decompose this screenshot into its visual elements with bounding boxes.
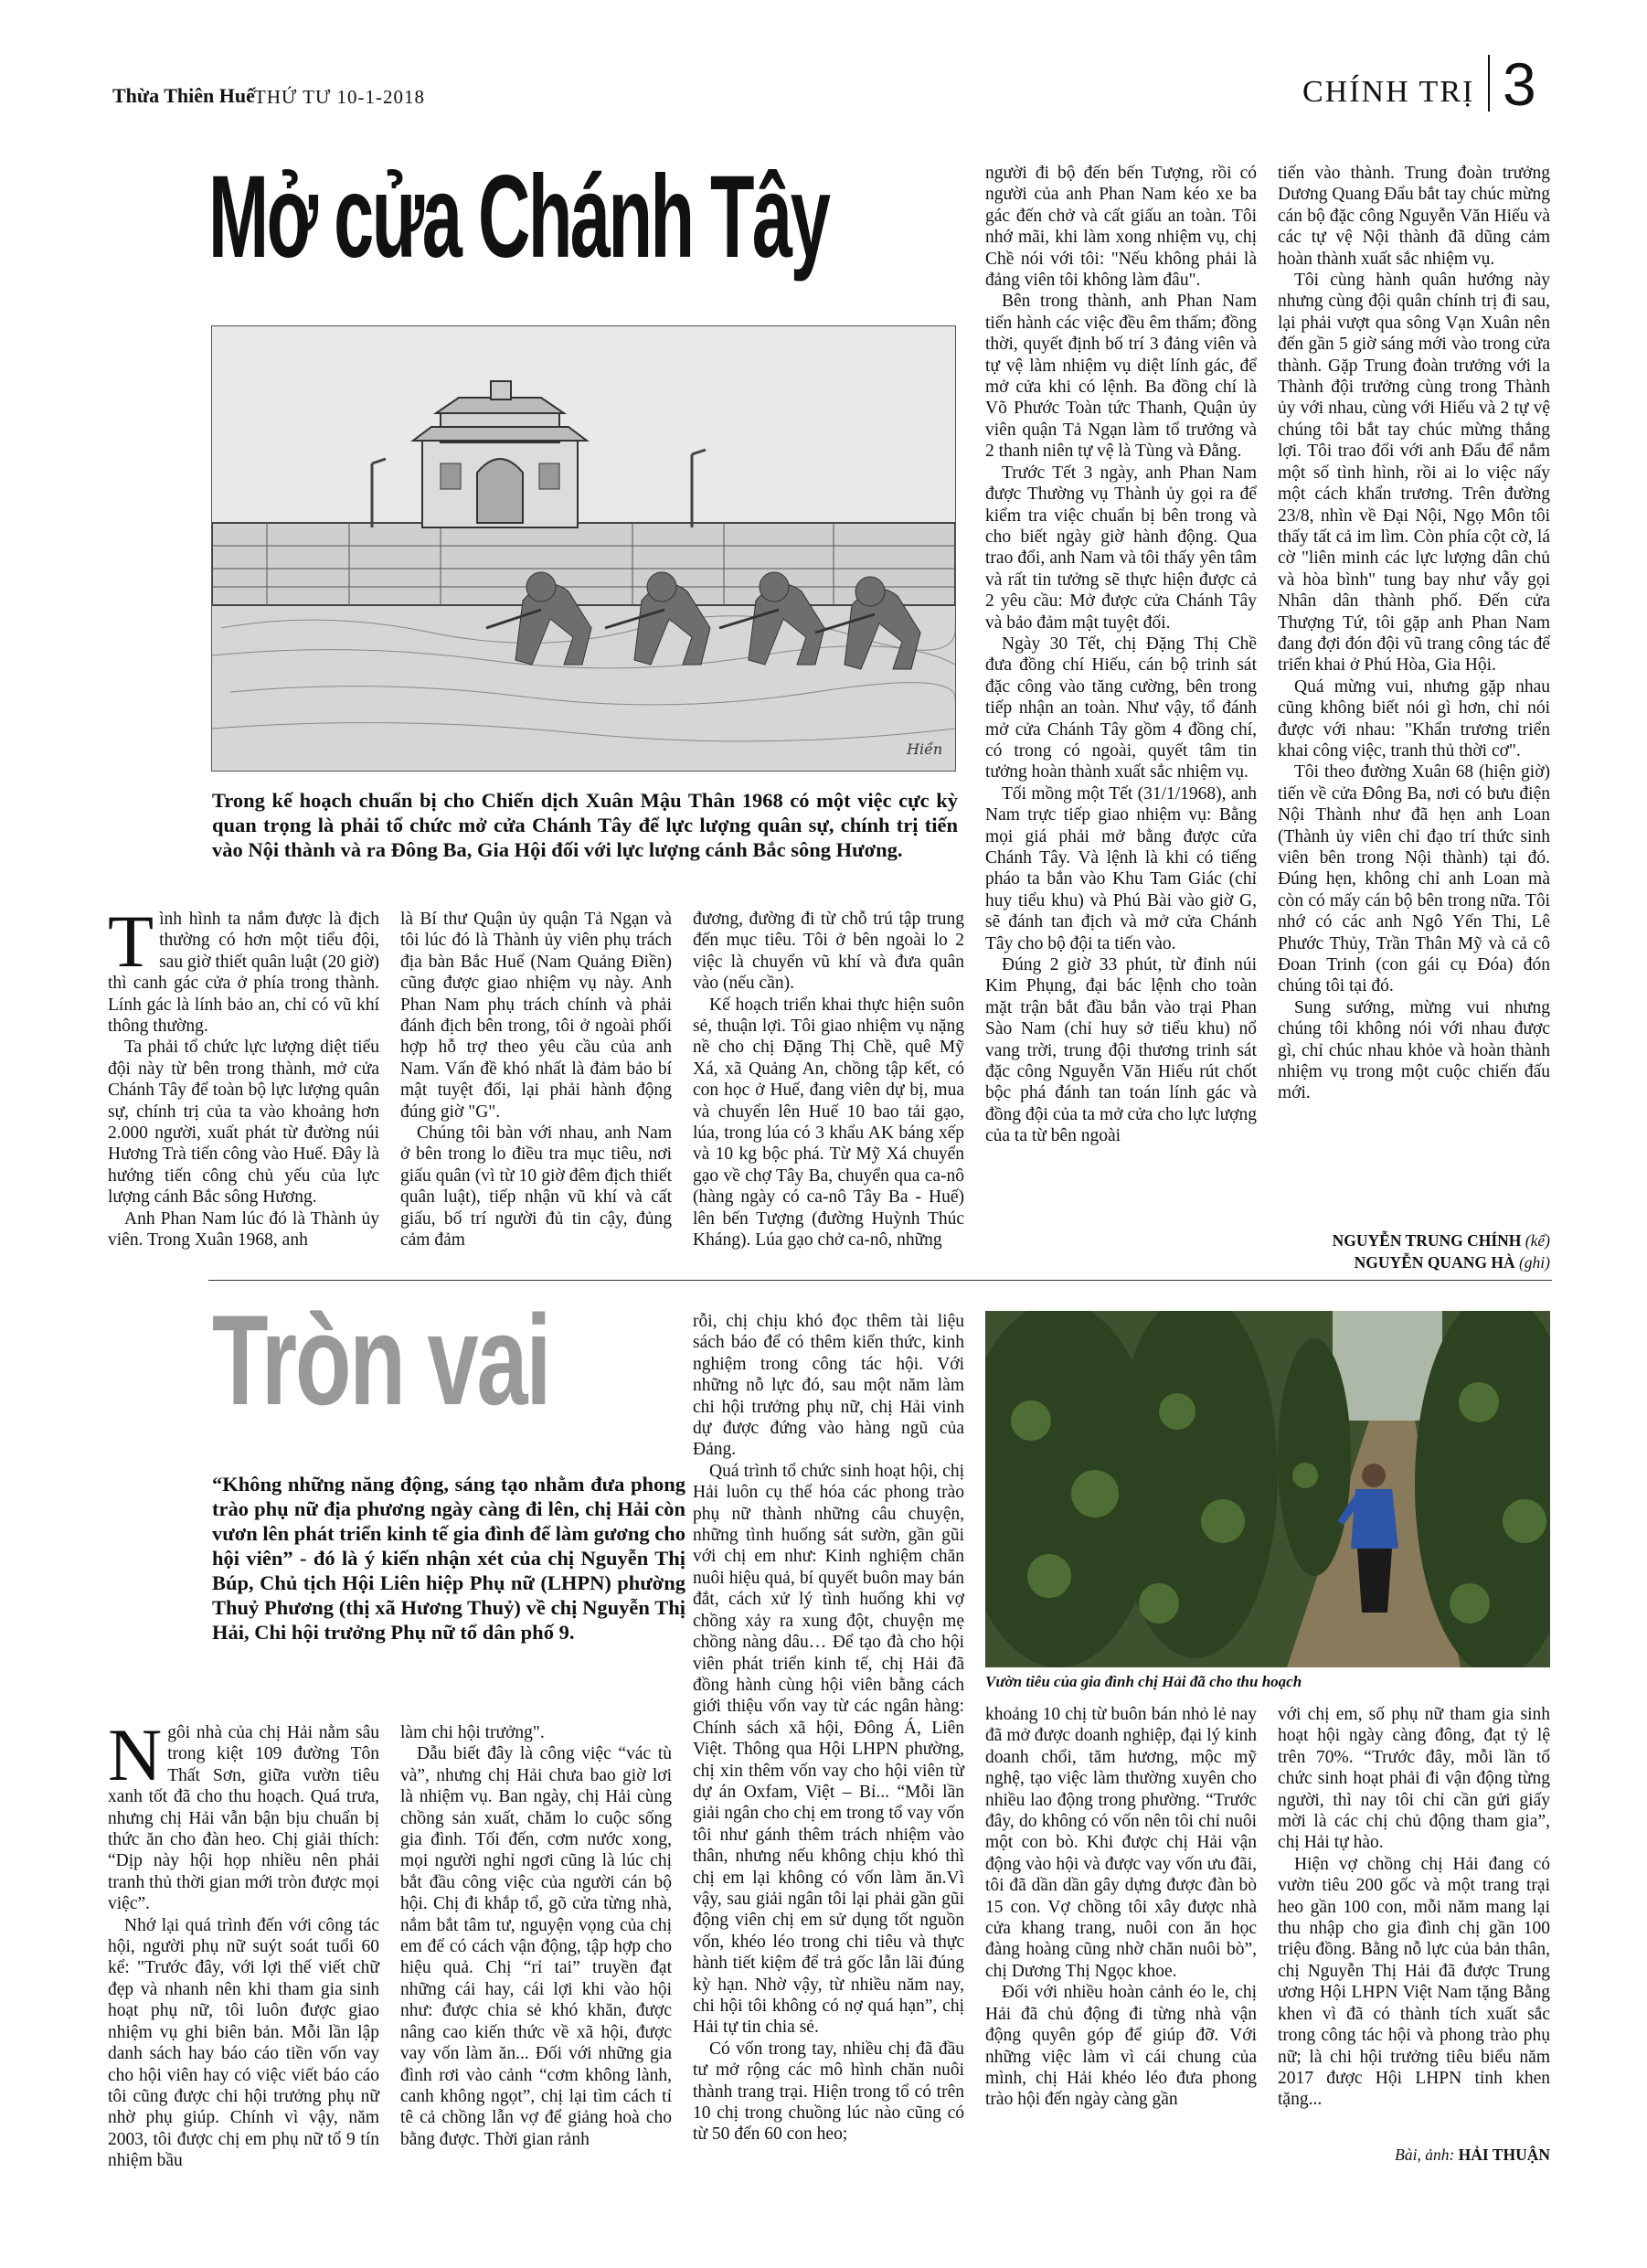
- article1-illustration: [211, 325, 956, 772]
- paragraph: tiến vào thành. Trung đoàn trưởng Dương Quang Đẩu bắt tay chúc mừng cán bộ đặc công Nguyễn Văn Hiếu và các tự vệ Nội thành đã dũng cảm hoàn thành xuất sắc nhiệm vụ.: [1278, 164, 1550, 269]
- paragraph: Quá mừng vui, nhưng gặp nhau cũng không biết nói gì hơn, chỉ nói được với nhau: "Khẩn trương triển khai công việc, tranh thủ thời cơ".: [1278, 676, 1550, 761]
- article2-column-1: [108, 1713, 379, 2172]
- paragraph: gôi nhà của chị Hải nằm sâu trong kiệt 109 đường Tôn Thất Sơn, giữa vườn tiêu xanh tốt đã cho thu hoạch. Quá trưa, nhưng chị Hải vẫn bận bịu chuẩn bị thức ăn cho đàn heo. Chị giải thích: “Dịp này hội họp nhiều nên phải tranh thủ thời gian mới tròn được mọi việc”.: [108, 1723, 379, 1914]
- paragraph: Kế hoạch triển khai thực hiện suôn sẻ, thuận lợi. Tôi giao nhiệm vụ nặng nề cho chị Đặng Thị Chề, quê Mỹ Xá, xã Quảng An, chồng tập kết, có con học ở Huế, đang viên dự bị, mua và chuyển lên Huế 10 bao tải gạo, lúa, trong lúa có 3 khẩu AK báng xếp và 10 kg bộc phá. Từ Mỹ Xá chuyển gạo về chợ Tây Ba, chuyển qua ca-nô (hàng ngày có ca-nô Tây Ba - Huế) lên bến Tượng (đường Huỳnh Thúc Kháng). Lúa gạo chở ca-nô, những: [693, 995, 964, 1251]
- paragraph: ình hình ta nắm được là địch thường có hơn một tiểu đội, sau giờ thiết quân luật (20 giờ) thì canh gác cửa ở phía trong thành. Lính gác là lính bảo an, chỉ có vũ khí thông thường.: [108, 910, 379, 1037]
- paragraph: Dẫu biết đây là công việc “vác tù và”, nhưng chị Hải chưa bao giờ lơi là nhiệm vụ. Ban ngày, chị Hải cùng chồng sản xuất, chăm lo cuộc sống gia đình. Tối đến, cơm nước xong, mọi người nghỉ ngơi cũng là lúc chị bắt đầu công việc của người cán bộ hội. Chị đi khắp tổ, gõ cửa từng nhà, nắm bắt tâm tư, nguyện vọng của chị em để có cách vận động, tập hợp cho hiệu quả. Chị “rỉ tai” truyền đạt những cái hay, cái lợi khi vào hội như: được chia sẻ khó khăn, được nâng cao kiến thức về xã hội, được vay vốn làm ăn... Đối với những gia đình rơi vào cảnh “cơm không lành, canh không ngọt”, chị lại tìm cách tỉ tê cả chồng lẫn vợ để giảng hoà cho bằng được. Thời gian rảnh: [400, 1744, 672, 2149]
- author-role: (ghi): [1518, 1253, 1550, 1272]
- article2-byline: [1278, 2144, 1550, 2166]
- article1-column-3: [693, 909, 964, 1251]
- paragraph: Tôi theo đường Xuân 68 (hiện giờ) tiến về cửa Đông Ba, nơi có bưu điện Nội Thành như đã hẹn anh Loan (Thành ủy viên chỉ đạo trí thức sinh viên bên trong Nội thành) tại đó. Đúng hẹn, không chỉ anh Loan mà còn có mấy cán bộ bên trong nữa. Tôi nhớ có các anh Ngô Yến Thi, Lê Phước Thủy, Trần Thân Mỹ và cả cô Đoan Trinh (con gái cụ Đóa) đón chúng tôi tại đó.: [1278, 762, 1550, 996]
- article1-column-1: [108, 900, 379, 1251]
- paragraph: Trước Tết 3 ngày, anh Phan Nam được Thường vụ Thành ủy gọi ra để kiểm tra việc chuẩn bị bên trong và cho biết ngày giờ hành động. Qua trao đổi, anh Nam và tôi thấy yên tâm và rất tin tưởng sẽ thực hiện được cả 2 yêu cầu: Mở được cửa Chánh Tây và bảo đảm mật tuyệt đối.: [985, 463, 1257, 633]
- article1-column-5: [1278, 163, 1550, 1104]
- paragraph: là Bí thư Quận ủy quận Tả Ngạn và tôi lúc đó là Thành ủy viên phụ trách địa bàn Bắc Huế (Nam Quảng Điền) cũng được giao nhiệm vụ này. Anh Phan Nam phụ trách chính và phải đánh địch bên trong, tôi ở ngoài phối hợp hỗ trợ theo yêu cầu của anh Nam. Vấn đề khó nhất là đảm bảo bí mật tuyệt đối, lại phải hành động đúng giờ "G".: [400, 910, 672, 1122]
- pepper-garden-photo: [985, 1311, 1550, 1667]
- paragraph: Tối mồng một Tết (31/1/1968), anh Nam trực tiếp giao nhiệm vụ: Bằng mọi giá phải mở bằng được cửa Chánh Tây. Và lệnh là khi có tiếng pháo ta bắn vào Khu Tam Giác (chỉ huy tiểu khu) và Phú Bài vào giờ G, sẽ đánh tan địch và mở cửa Chánh Tây cho bộ đội ta tiến vào.: [985, 783, 1257, 953]
- header-divider: [1488, 55, 1490, 112]
- citadel-gate-sketch: [212, 326, 955, 771]
- paragraph: Sung sướng, mừng vui nhưng chúng tôi không nói với nhau được gì, chỉ chúc nhau khỏe và hoàn thành nhiệm vụ trong một cuộc chiến đấu mới.: [1278, 997, 1550, 1103]
- article1-column-2: [400, 909, 672, 1251]
- article2-column-2: [400, 1722, 672, 2150]
- paragraph: Có vốn trong tay, nhiều chị đã đầu tư mở rộng các mô hình chăn nuôi thành trang trại. Hiện trong tổ có trên 10 chị trong chuồng lúc nào cũng có từ 50 đến 60 con heo;: [693, 2039, 964, 2145]
- author-name: NGUYỄN TRUNG CHÍNH: [1332, 1231, 1522, 1250]
- article1-byline: [1188, 1230, 1550, 1273]
- author-role: Bài, ảnh:: [1395, 2146, 1455, 2164]
- article1-column-4: [985, 163, 1257, 1147]
- paragraph: Chúng tôi bàn với nhau, anh Nam ở bên trong lo điều tra mục tiêu, nơi giấu quân (vì từ 10 giờ đêm địch thiết quân luật), tiếp nhận vũ khí và cất giấu, bố trí người đủ tin cậy, đủng cảm đảm: [400, 1123, 672, 1251]
- section-name: CHÍNH TRỊ: [1302, 75, 1475, 109]
- page-number: 3: [1503, 50, 1536, 118]
- paragraph: khoảng 10 chị từ buôn bán nhỏ lẻ nay đã mở được doanh nghiệp, đại lý kinh doanh chổi, tăm hương, mộc mỹ nghệ, tạo việc làm thường xuyên cho nhiều lao động trong phường. “Trước đây, do không có vốn nên tôi chỉ nuôi một con bò. Khi được chị Hải vận động vào hội và được vay vốn ưu đãi, tôi đã dần dần gây dựng được đàn bò 15 con. Vợ chồng tôi xây được nhà cửa khang trang, nuôi con ăn học đàng hoàng cũng nhờ chăn nuôi bò”, chị Dương Thị Ngọc khoe.: [985, 1705, 1257, 1981]
- photo-caption: Vườn tiêu của gia đình chị Hải đã cho thu hoạch: [985, 1673, 1302, 1690]
- article1-lead: Trong kế hoạch chuẩn bị cho Chiến dịch Xuân Mậu Thân 1968 có một việc cực kỳ quan trọng là phải tổ chức mở cửa Chánh Tây để lực lượng quân sự, chính trị tiến vào Nội thành và ra Đông Ba, Gia Hội đối với lực lượng cánh Bắc sông Hương.: [212, 789, 958, 861]
- paragraph: Đúng 2 giờ 33 phút, từ đỉnh núi Kim Phụng, đại bác lệnh cho toàn mặt trận bắt đầu bắn vào trại Phan Sào Nam (chỉ huy sở tiểu khu) nổ vang trời, trung đội thương trinh sát đặc công Nguyễn Văn Hiếu rút chốt bộc phá đánh tan toán lính gác và đồng đội của ta mở cửa cho lực lượng của ta từ bên ngoài: [985, 955, 1257, 1146]
- author-name: HẢI THUẬN: [1458, 2146, 1550, 2164]
- article2-column-4: [985, 1704, 1257, 2111]
- paragraph: với chị em, số phụ nữ tham gia sinh hoạt hội ngày càng đông, đạt tỷ lệ trên 70%. “Trước đây, mỗi lần tổ chức sinh hoạt phải đi vận động từng người, thì nay tôi chỉ cần gửi giấy mời là các chị chủ động tham gia”, chị Hải tự hào.: [1278, 1705, 1550, 1853]
- paragraph: đương, đường đi từ chỗ trú tập trung đến mục tiêu. Tôi ở bên ngoài lo 2 việc là chuyển vũ khí và đưa quân vào (nếu cần).: [693, 910, 964, 994]
- author-role: (kể): [1525, 1231, 1550, 1250]
- newspaper-name: Thừa Thiên Huế: [112, 84, 255, 107]
- article2-column-5: [1278, 1704, 1550, 2111]
- article1-dropcap: T: [108, 900, 154, 983]
- paragraph: Hiện vợ chồng chị Hải đang có vườn tiêu 200 gốc và một trang trại heo gần 100 con, mỗi năm mang lại thu nhập cho gia đình chị gần 100 triệu đồng. Bằng nỗ lực của bản thân, chị Nguyễn Thị Hải đã được Trung ương Hội LHPN Việt Nam tặng Bằng khen vì đã có thành tích xuất sắc trong công tác hội và phong trào phụ nữ; là chi hội trưởng tiêu biểu năm 2017 được Hội LHPN tỉnh khen tặng...: [1278, 1854, 1550, 2110]
- article2-lead: “Không những năng động, sáng tạo nhằm đưa phong trào phụ nữ địa phương ngày càng đi lên, chị Hải còn vươn lên phát triển kinh tế gia đình để làm gương cho hội viên” - đó là ý kiến nhận xét của chị Nguyễn Thị Búp, Chủ tịch Hội Liên hiệp Phụ nữ (LHPN) phường Thuỷ Phương (thị xã Hương Thuỷ) về chị Nguyễn Thị Hải, Chi hội trưởng Phụ nữ tổ dân phố 9.: [212, 1473, 685, 1644]
- paragraph: Bên trong thành, anh Phan Nam tiến hành các việc đều êm thấm; đồng thời, quyết định bố trí 3 đảng viên và tự vệ làm nhiệm vụ diệt lính gác, để mở cửa khi có lệnh. Ba đồng chí là Võ Phước Toàn tức Thanh, Quận ủy viên quận Tả Ngạn làm tổ trưởng và 2 thanh niên tự vệ là Tùng và Đằng.: [985, 292, 1257, 462]
- paragraph: người đi bộ đến bến Tượng, rồi có người của anh Phan Nam kéo xe ba gác đến chở và cất giấu an toàn. Tôi nhớ mãi, khi làm xong nhiệm vụ, chị Chề nói với tôi: "Nếu không phải là đảng viên tôi không làm đâu".: [985, 164, 1257, 291]
- paragraph: Anh Phan Nam lúc đó là Thành ủy viên. Trong Xuân 1968, anh: [108, 1209, 379, 1251]
- article2-title: Tròn vai: [212, 1288, 550, 1432]
- paragraph: Đối với nhiều hoàn cảnh éo le, chị Hải đã chủ động đi từng nhà vận động quyên góp để giúp đỡ. Với những việc làm vì cái chung của mình, chị Hải khéo léo đưa phong trào hội đến ngày càng gần: [985, 1983, 1257, 2110]
- paragraph: Ta phải tổ chức lực lượng diệt tiểu đội này từ bên trong thành, mở cửa Chánh Tây để toàn bộ lực lượng quân sự, chính trị của ta vào khoảng hơn 2.000 người, xuất phát từ đường núi Hương Trà tiến công vào Huế. Đây là hướng tiến công chủ yếu của lực lượng cánh Bắc sông Hương.: [108, 1038, 379, 1208]
- author-name: NGUYỄN QUANG HÀ: [1354, 1253, 1515, 1272]
- paragraph: làm chi hội trưởng".: [400, 1723, 545, 1742]
- article2-dropcap: N: [108, 1713, 163, 1796]
- paragraph: Ngày 30 Tết, chị Đặng Thị Chề đưa đồng chí Hiếu, cán bộ trinh sát đặc công vào tăng cường, bên trong tiếp nhận an toàn. Như vậy, tổ đánh mở cửa Chánh Tây gồm 4 đồng chí, có trong có ngoài, quyết tâm tin tưởng hoàn thành xuất sắc nhiệm vụ.: [985, 634, 1257, 783]
- paragraph: Quá trình tổ chức sinh hoạt hội, chị Hải luôn cụ thể hóa các phong trào phụ nữ thành những câu chuyện, những tình huống sát sườn, gần gũi với chị em như: Kinh nghiệm chăn nuôi hiệu quả, bí quyết buôn may bán đắt, cách xử lý tình huống khi vợ chồng xảy ra xung đột, chuyện mẹ chồng nàng dâu… Để tạo đà cho hội viên phát triển kinh tế, chị Hải đã đồng hành cùng hội viên bằng cách giới thiệu vốn vay từ các ngân hàng: Chính sách xã hội, Đông Á, Liên Việt. Thông qua Hội LHPN phường, chị xin thêm vốn vay cho hội viên từ dự án Oxfam, Việt – Bỉ... “Mỗi lần giải ngân cho chị em trong tổ vay vốn tôi như gánh thêm trách nhiệm vào thân, nhưng nếu không chịu khó thì chị em lại không có vốn làm ăn.Vì vậy, sau giải ngân tôi lại phải gần gũi động viên chị em sử dụng tốt nguồn vốn, khéo léo trong chi tiêu và thực hành tiết kiệm để trả gốc lẫn lãi đúng kỳ hạn. Nhờ vậy, từ nhiều năm nay, chi hội tôi không có nợ quá hạn”, chị Hải tự tin chia sẻ.: [693, 1461, 964, 2038]
- paragraph: rỗi, chị chịu khó đọc thêm tài liệu sách báo để có thêm kiến thức, kinh nghiệm trong công tác hội. Với những nỗ lực đó, sau một năm làm chi hội trưởng phụ nữ, chị Hải vinh dự được đứng vào hàng ngũ của Đảng.: [693, 1312, 964, 1460]
- article1-title: Mở cửa Chánh Tây: [208, 152, 829, 282]
- article-divider: [208, 1280, 1552, 1281]
- issue-date: THỨ TƯ 10-1-2018: [254, 86, 426, 108]
- article2-column-3: [693, 1311, 964, 2146]
- illustration-signature: Hiền: [907, 740, 943, 758]
- paragraph: Nhớ lại quá trình đến với công tác hội, người phụ nữ suýt soát tuổi 60 kể: "Trước đây, với lợi thế viết chữ đẹp và nhanh nên khi tham gia sinh hoạt phụ nữ, tôi luôn được giao nhiệm vụ ghi biên bản. Mỗi lần lập danh sách hay báo cáo tiền vốn vay cho hội viên hay có việc viết báo cáo tôi cũng được chi hội trưởng phụ nữ nhờ phụ giúp. Chính vì vậy, năm 2003, tôi được chị em phụ nữ tổ 9 tín nhiệm bầu: [108, 1915, 379, 2171]
- pepper-garden-image: [985, 1311, 1550, 1667]
- paragraph: Tôi cùng hành quân hướng này nhưng cùng đội quân chính trị đi sau, lại phải vượt qua sông Vạn Xuân nên đến gần 5 giờ sáng mới vào trong cửa thành. Gặp Trung đoàn trưởng với la Thành đội trưởng cùng trong Thành ủy với nhau, cùng với Hiếu và 2 tự vệ chúng tôi bắt tay chúc mừng thắng lợi. Tôi trao đổi với anh Đẩu để nắm một số tình hình, rồi ai lo việc nấy một cách khẩn trương. Trên đường 23/8, nhìn về Đại Nội, Ngọ Môn tôi thấy tất cả im lìm. Còn phía cột cờ, lá cờ "liên minh các lực lượng dân chủ và hòa bình" tung bay như vẫy gọi Nhân dân thành phố. Đến cửa Thượng Tứ, tôi gặp anh Phan Nam đang đợi đón đội vũ trang công tác để triển khai ở Phú Hòa, Gia Hội.: [1278, 271, 1550, 676]
